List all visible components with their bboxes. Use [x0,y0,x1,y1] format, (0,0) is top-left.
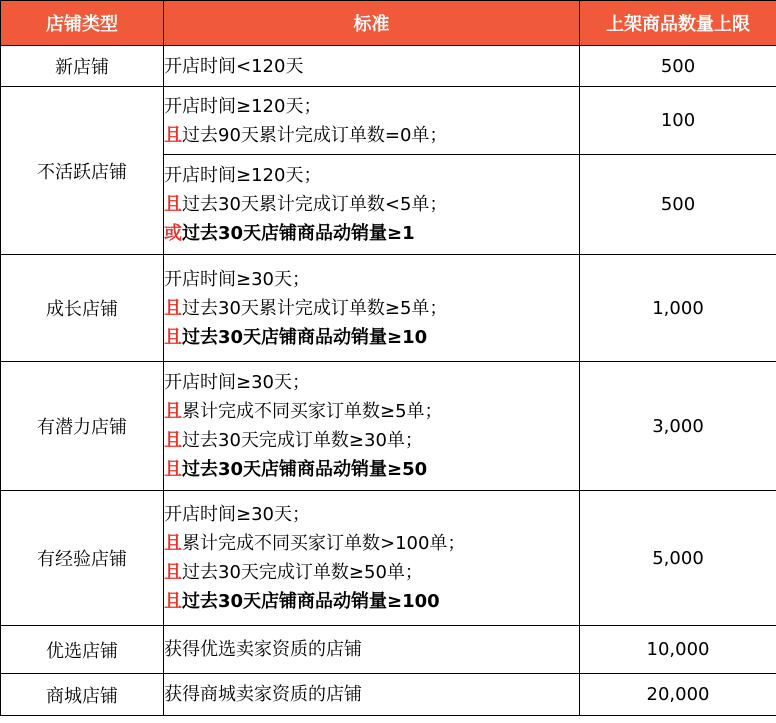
criteria-line [164,121,579,150]
criteria-line [164,294,579,323]
condition-text: 过去30天累计完成订单数≥5单； [182,297,448,319]
condition-text: 过去30天累计完成订单数<5单； [182,194,448,215]
table-row [1,626,776,674]
criteria-line: 获得商城卖家资质的店铺 [164,684,362,705]
criteria-line: 开店时间≥120天； [164,95,322,117]
criteria-line [164,219,579,248]
condition-prefix: 且 [164,297,182,319]
store-type-cell: 有潜力店铺 [1,362,164,491]
criteria-line: 开店时间≥120天； [164,165,322,186]
criteria-line [164,558,579,587]
header-criteria: 标准 [164,1,580,46]
table-row [1,87,776,155]
condition-prefix: 且 [164,430,182,451]
limit-cell: 5,000 [580,491,776,626]
limit-cell: 500 [580,155,776,255]
criteria-cell [164,626,580,674]
limit-cell: 10,000 [580,626,776,674]
condition-prefix: 且 [164,401,182,422]
condition-prefix: 且 [164,533,182,554]
criteria-cell [164,155,580,255]
condition-text: 过去30天店铺商品动销量≥100 [182,591,440,612]
condition-prefix: 且 [164,562,182,583]
criteria-line [164,587,579,616]
store-type-cell: 优选店铺 [1,626,164,674]
condition-text: 累计完成不同买家订单数≥5单； [182,401,443,422]
criteria-cell [164,87,580,155]
criteria-cell [164,46,580,87]
table-row [1,491,776,626]
condition-text: 过去30天店铺商品动销量≥10 [182,326,428,348]
store-type-cell: 成长店铺 [1,255,164,362]
condition-prefix: 且 [164,326,182,348]
limit-cell: 500 [580,46,776,87]
limit-cell: 1,000 [580,255,776,362]
header-listing-limit: 上架商品数量上限 [580,1,776,46]
condition-text: 过去30天店铺商品动销量≥1 [182,223,415,244]
limit-cell: 3,000 [580,362,776,491]
header-row [1,1,776,46]
criteria-line: 获得优选卖家资质的店铺 [164,639,362,660]
condition-text: 累计完成不同买家订单数>100单； [182,533,466,554]
store-type-cell: 有经验店铺 [1,491,164,626]
criteria-line: 开店时间≥30天； [164,372,310,393]
criteria-cell [164,362,580,491]
condition-prefix: 且 [164,124,182,146]
limit-cell: 20,000 [580,674,776,716]
criteria-line: 开店时间≥30天； [164,268,310,290]
condition-prefix: 或 [164,223,182,244]
table-row [1,255,776,362]
condition-prefix: 且 [164,591,182,612]
store-type-cell: 不活跃店铺 [1,87,164,255]
condition-text: 过去30天店铺商品动销量≥50 [182,459,428,480]
store-type-cell: 商城店铺 [1,674,164,716]
criteria-line: 开店时间≥30天； [164,504,310,525]
limit-cell: 100 [580,87,776,155]
criteria-cell [164,491,580,626]
store-type-cell: 新店铺 [1,46,164,87]
criteria-line [164,190,579,219]
condition-text: 过去30天完成订单数≥50单； [182,562,423,583]
condition-prefix: 且 [164,194,182,215]
criteria-line [164,397,579,426]
table-row [1,46,776,87]
criteria-cell [164,255,580,362]
header-store-type: 店铺类型 [1,1,164,46]
criteria-line: 开店时间<120天 [164,55,304,77]
condition-text: 过去90天累计完成订单数=0单； [182,124,448,146]
criteria-line [164,455,579,484]
criteria-line [164,323,579,352]
condition-text: 过去30天完成订单数≥30单； [182,430,423,451]
criteria-line [164,426,579,455]
criteria-cell [164,674,580,716]
criteria-line [164,529,579,558]
condition-prefix: 且 [164,459,182,480]
table-row [1,362,776,491]
table-row [1,674,776,716]
